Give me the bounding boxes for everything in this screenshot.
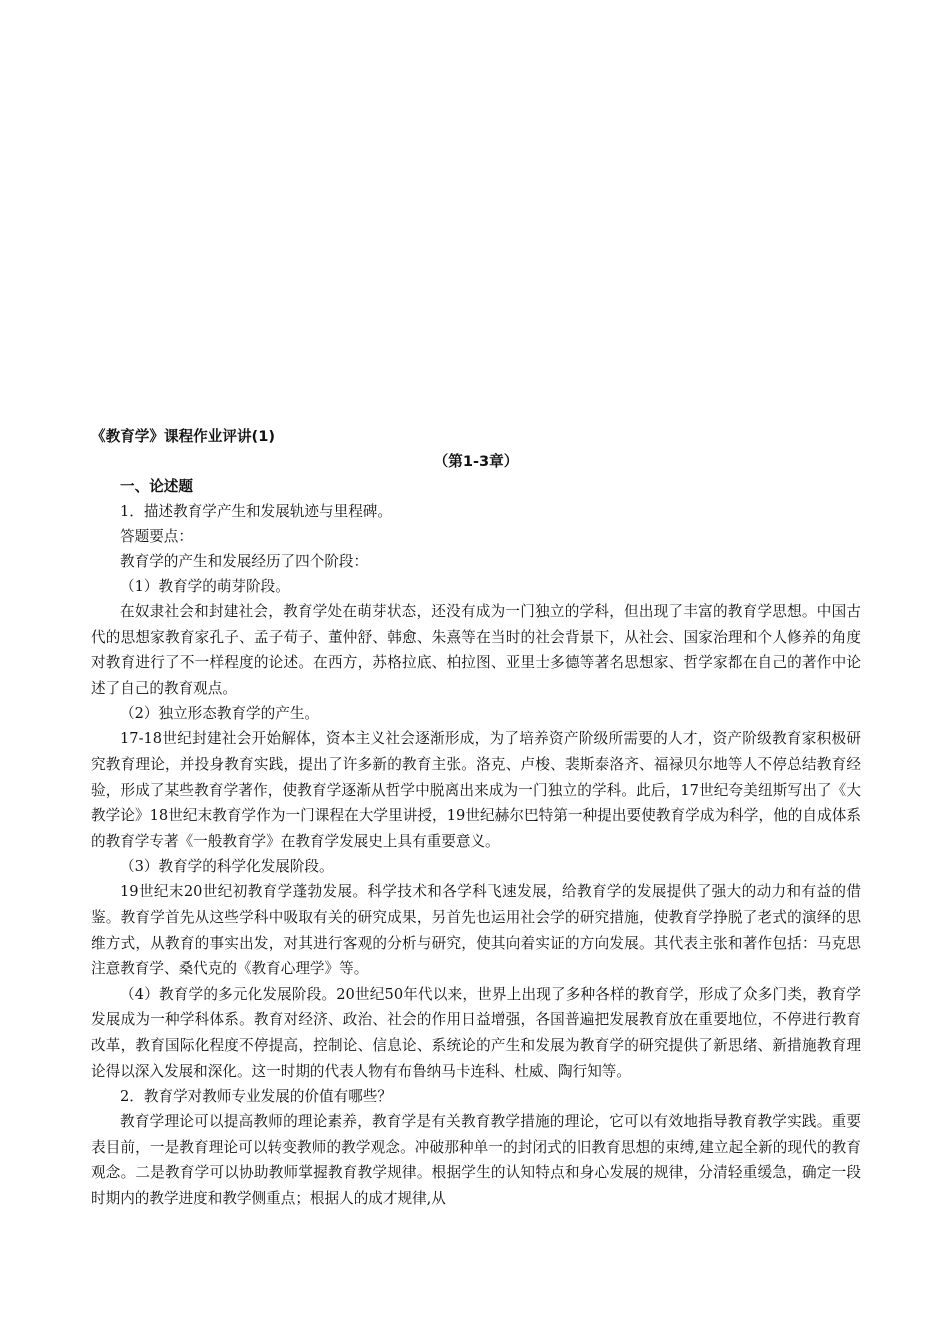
stage-2-body: 17-18世纪封建社会开始解体，资本主义社会逐渐形成，为了培养资产阶级所需要的人才，资产阶级教育家积极研究教育理论，并投身教育实践，提出了许多新的教育主张。洛克、卢梭、裴斯泰洛齐、福禄贝尔地等人不停总结教育经验，形成了某些教育学著作，使教育学逐渐从哲学中脱离出来成为一门独立的学科。此后，17世纪夸美纽斯写出了《大教学论》18世纪末教育学作为一门课程在大学里讲授，19世纪赫尔巴特第一种提出要使教育学成为科学，他的自成体系的教育学专著《一般教育学》在教育学发展史上具有重要意义。 [91, 730, 861, 850]
document-body [91, 424, 861, 1211]
answer-label: 答题要点： [120, 528, 193, 545]
document-title: 《教育学》课程作业评讲(1) [91, 428, 276, 445]
stage-3-body: 19世纪末20世纪初教育学蓬勃发展。科学技术和各学科飞速发展，给教育学的发展提供了强大的动力和有益的借鉴。教育学首先从这些学科中吸取有关的研究成果，另首先也运用社会学的研究措施，使教育学挣脱了老式的演绎的思维方式，从教育的事实出发，对其进行客观的分析与研究，使其向着实证的方向发展。其代表主张和著作包括：马克思注意教育学、桑代克的《教育心理学》等。 [91, 883, 861, 978]
question-1: 1．描述教育学产生和发展轨迹与里程碑。 [120, 503, 392, 520]
section-heading: 一、论述题 [120, 478, 193, 495]
stage-2-title: （2）独立形态教育学的产生。 [120, 705, 320, 723]
question-2: 2．教育学对教师专业发展的价值有哪些？ [120, 1088, 392, 1106]
stage-3-title: （3）教育学的科学化发展阶段。 [120, 858, 334, 876]
chapter-label: （第1-3章） [433, 453, 519, 470]
answer-intro: 教育学的产生和发展经历了四个阶段： [120, 553, 369, 570]
stage-4-body: （4）教育学的多元化发展阶段。20世纪50年代以来，世界上出现了多种各样的教育学，形成了众多门类，教育学发展成为一种学科体系。教育对经济、政治、社会的作用日益增强，各国普遍把发展教育放在重要地位，不停进行教育改革，教育国际化程度不停提高，控制论、信息论、系统论的产生和发展为教育学的研究提供了新思绪、新措施教育理论得以深入发展和深化。这一时期的代表人物有布鲁纳马卡连科、杜威、陶行知等。 [91, 985, 861, 1080]
question-2-body: 教育学理论可以提高教师的理论素养，教育学是有关教育教学措施的理论，它可以有效地指导教育教学实践。重要表目前，一是教育理论可以转变教师的教学观念。冲破那种单一的封闭式的旧教育思想的束缚,建立起全新的现代的教育观念。二是教育学可以协助教师掌握教育教学规律。根据学生的认知特点和身心发展的规律，分清轻重缓急，确定一段时期内的教学进度和教学侧重点；根据人的成才规律,从 [91, 1113, 861, 1207]
stage-1-body: 在奴隶社会和封建社会，教育学处在萌芽状态，还没有成为一门独立的学科，但出现了丰富的教育学思想。中国古代的思想家教育家孔子、孟子荀子、董仲舒、韩愈、朱熹等在当时的社会背景下，从社会、国家治理和个人修养的角度对教育进行了不一样程度的论述。在西方，苏格拉底、柏拉图、亚里士多德等著名思想家、哲学家都在自己的著作中论述了自己的教育观点。 [91, 603, 861, 697]
stage-1-title: （1）教育学的萌芽阶段。 [120, 578, 290, 595]
